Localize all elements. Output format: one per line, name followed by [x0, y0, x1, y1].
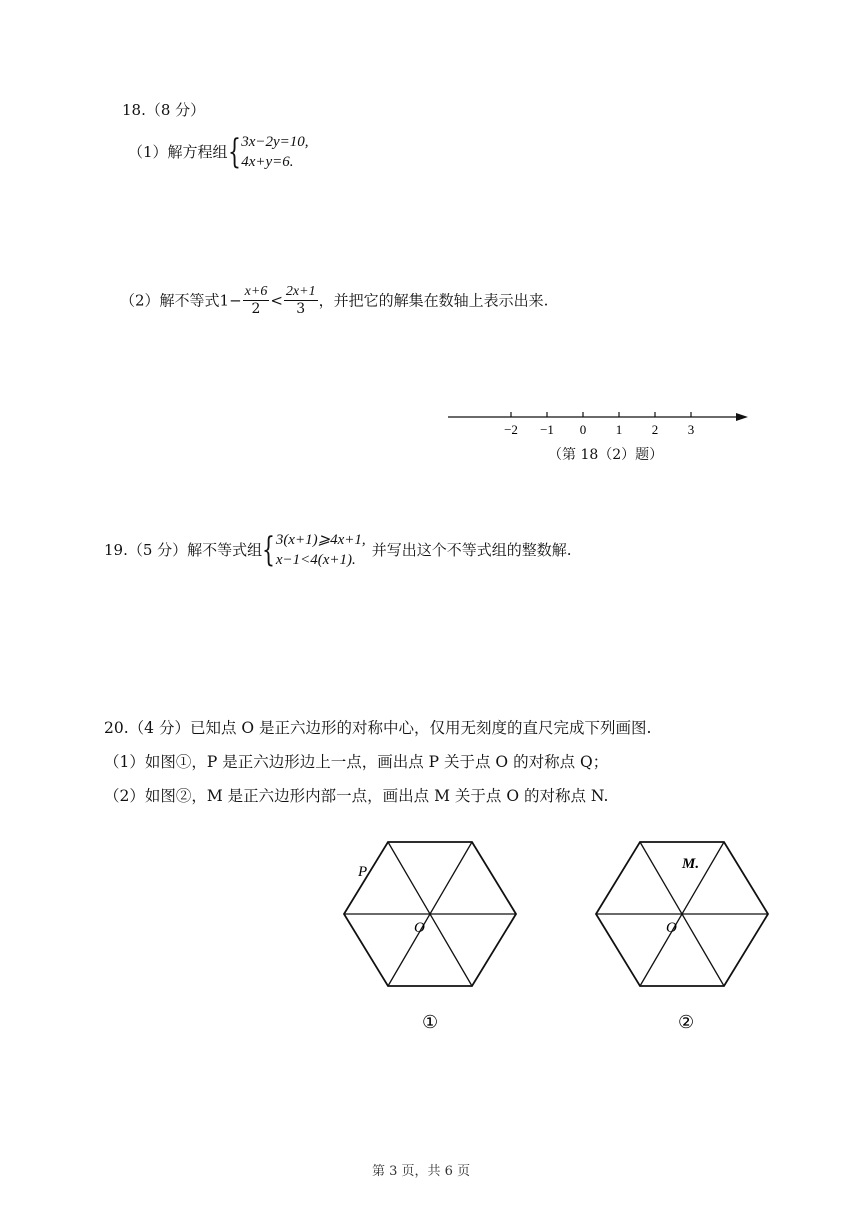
q20-part1: （1）如图①，P 是正六边形边上一点，画出点 P 关于点 O 的对称点 Q；: [104, 753, 609, 771]
number-line: [440, 402, 760, 442]
system-brace: {: [227, 132, 241, 172]
axis-tick-label: 2: [651, 422, 659, 437]
q20-heading: 20.（4 分）已知点 O 是正六边形的对称中心，仅用无刻度的直尺完成下列画图.: [104, 719, 652, 737]
fraction-1: [243, 284, 270, 317]
q18-part1: [128, 132, 309, 172]
hexagon-figure-1: [330, 836, 530, 1036]
figure-1-caption: ①: [422, 1012, 439, 1032]
axis-tick-label: −1: [540, 422, 554, 437]
number-line-ticks: [504, 412, 694, 437]
point-O-label: O: [414, 920, 425, 936]
less-than-sign: <: [270, 291, 283, 310]
axis-tick-label: −2: [504, 422, 518, 437]
q18-part2-tail: ，并把它的解集在数轴上表示出来.: [318, 291, 549, 310]
q20-part2: （2）如图②，M 是正六边形内部一点，画出点 M 关于点 O 的对称点 N.: [104, 787, 609, 805]
figure-2-caption: ②: [678, 1012, 695, 1032]
q19: [104, 530, 571, 570]
q18-equation-1: 3x−2y=10,: [241, 134, 309, 150]
page-footer: 第 3 页，共 6 页: [372, 1164, 471, 1179]
fraction-1-numerator: x+6: [244, 284, 268, 299]
point-O-label: O: [666, 920, 677, 936]
q18-part1-label: （1）解方程组: [128, 143, 228, 161]
axis-caption: （第 18（2）题）: [548, 447, 664, 463]
fraction-2: [284, 284, 318, 317]
fraction-1-denominator: 2: [251, 301, 261, 317]
q19-inequality-2: x−1<4(x+1).: [275, 552, 356, 568]
q19-tail: 并写出这个不等式组的整数解.: [371, 541, 572, 559]
q18-equation-2: 4x+y=6.: [241, 154, 294, 170]
system-brace: {: [262, 530, 276, 570]
fraction-2-numerator: 2x+1: [285, 284, 316, 299]
hexagon-figure-2: [582, 836, 782, 1036]
axis-tick-label: 0: [579, 422, 587, 437]
q18-part2: [120, 284, 548, 317]
fraction-2-denominator: 3: [296, 301, 306, 317]
q19-inequality-1: 3(x+1)⩾4x+1,: [275, 532, 366, 548]
q18-heading: 18.（8 分）: [122, 101, 206, 119]
number-line-arrow: [736, 413, 748, 421]
axis-tick-label: 3: [687, 422, 695, 437]
axis-tick-label: 1: [615, 422, 623, 437]
point-M-label: M.: [682, 856, 700, 872]
point-P-label: P: [358, 864, 368, 880]
inequality-one: 1−: [219, 291, 242, 310]
q19-heading: 19.（5 分）解不等式组: [104, 541, 263, 559]
q18-part2-label: （2）解不等式: [120, 291, 220, 310]
